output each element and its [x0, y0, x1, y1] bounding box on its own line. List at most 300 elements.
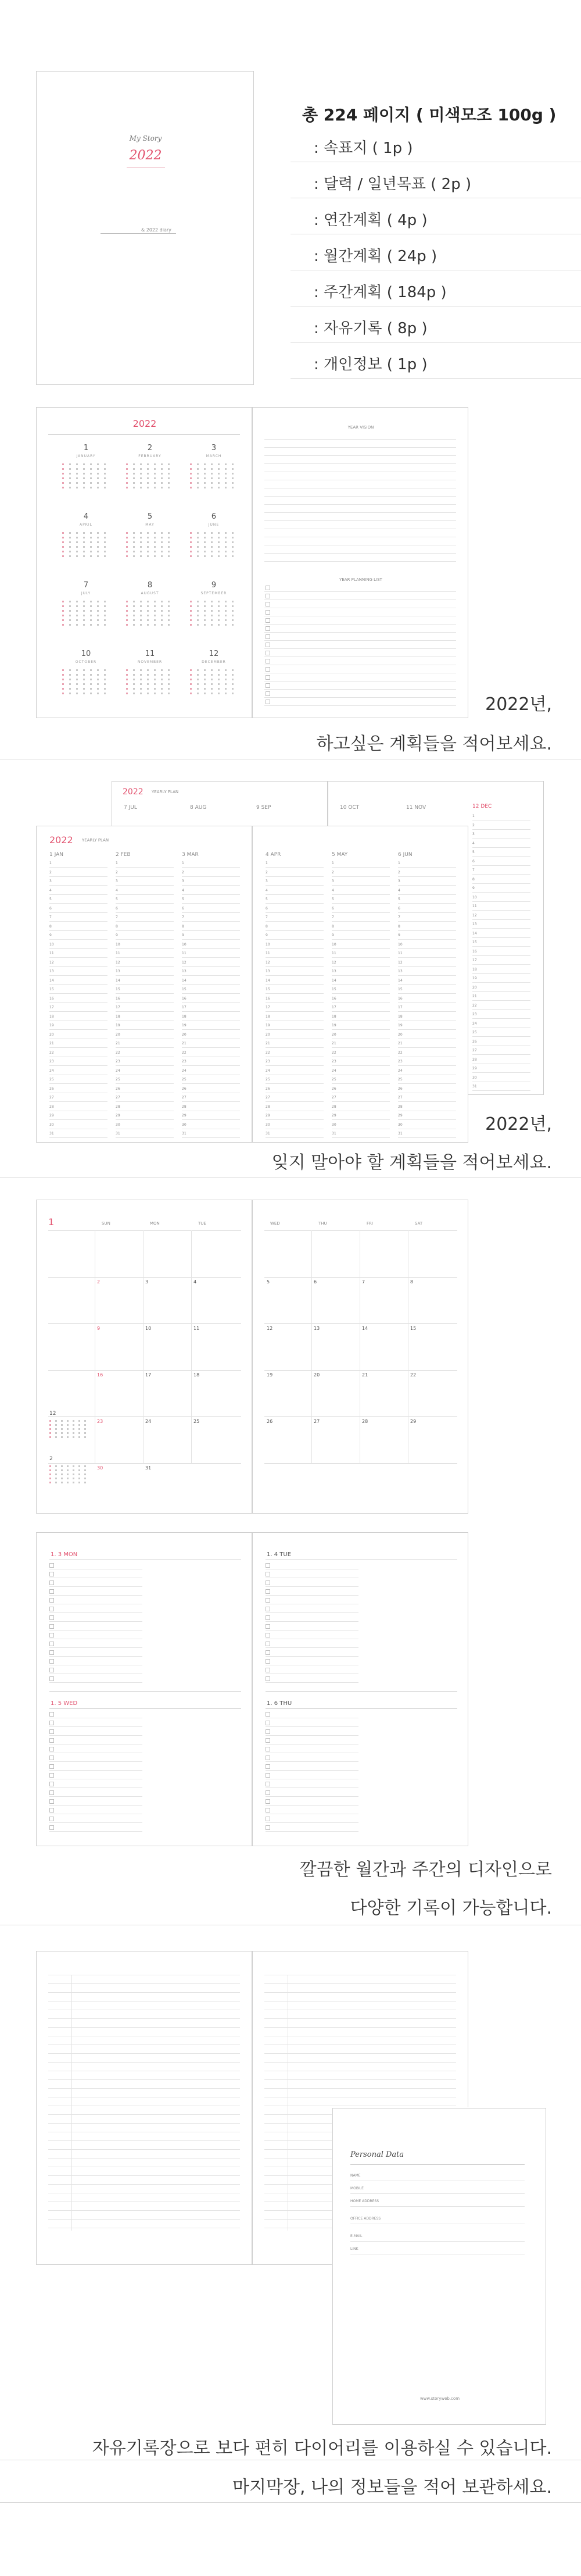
mini-calendar-day: [211, 482, 213, 484]
side-calendar-day: [55, 1473, 57, 1475]
yearly-row-line: [472, 1009, 530, 1010]
mini-calendar-day: [225, 477, 227, 479]
vision-line: [264, 439, 456, 440]
mini-calendar-day: [69, 688, 71, 690]
mini-calendar-day: [104, 605, 106, 607]
yearly-row-number: 7: [266, 915, 268, 919]
yearly-col-header: 10 OCT: [340, 805, 360, 811]
weekly-checkbox: [266, 1747, 270, 1751]
mini-calendar-day: [154, 551, 156, 552]
vision-line: [264, 520, 456, 521]
weekly-line: [266, 1805, 358, 1806]
mini-calendar-day: [161, 555, 163, 557]
spec-item: : 자유기록 ( 8p ): [290, 308, 581, 342]
side-calendar-day: [61, 1478, 63, 1479]
weekly-checkbox: [266, 1589, 270, 1594]
yearly-row-line: [398, 894, 456, 895]
weekly-checkbox: [266, 1799, 270, 1804]
yearly-row-line: [182, 930, 240, 931]
yearly-row-line: [332, 1029, 390, 1030]
yearly-row-number: 12: [472, 913, 477, 918]
mini-calendar-day: [190, 683, 192, 685]
yearly-row-number: 7: [332, 915, 334, 919]
weekly-line: [266, 1761, 358, 1762]
mini-calendar-day: [197, 605, 199, 607]
mini-calendar-month: [188, 512, 240, 565]
mini-calendar-day: [104, 541, 106, 543]
mini-calendar-day: [197, 477, 199, 479]
yearly-row-line: [472, 829, 530, 830]
spec-item: : 달력 / 일년목표 ( 2p ): [290, 164, 581, 198]
yearly-row-line: [398, 1029, 456, 1030]
mini-calendar-month-name: APRIL: [79, 523, 92, 527]
caption2-line2: 잊지 말아야 할 계획들을 적어보세요.: [271, 1153, 552, 1173]
yearly-row-line: [266, 1029, 324, 1030]
yearly-row-number: 27: [266, 1096, 270, 1100]
monthly-date: 7: [362, 1279, 365, 1285]
mini-calendar-day: [83, 669, 85, 671]
yearly-row-line: [182, 939, 240, 940]
weekly-checkbox: [49, 1808, 54, 1813]
free-note-line: [264, 2053, 456, 2054]
mini-calendar-day: [83, 487, 85, 488]
caption4-line1: 자유기록장으로 보다 편히 다이어리를 이용하실 수 있습니다.: [92, 2438, 552, 2459]
mini-calendar-day: [232, 601, 234, 602]
yearly-row-number: 31: [182, 1132, 187, 1136]
calendar-title-rule: [48, 434, 240, 435]
yearly-row-line: [266, 948, 324, 949]
mini-calendar-day: [232, 537, 234, 538]
mini-calendar-day: [218, 541, 220, 543]
yearly-row-number: 5: [266, 897, 268, 901]
weekly-checkbox: [266, 1782, 270, 1786]
yearly-row-number: 1: [332, 861, 334, 865]
mini-calendar-day: [204, 674, 206, 676]
yearly-row-number: 9: [182, 933, 184, 937]
yearly-row-line: [266, 930, 324, 931]
personal-field-line: [350, 2241, 525, 2242]
mini-calendar-day: [190, 615, 192, 616]
yearly-row-line: [182, 1065, 240, 1066]
free-note-line: [264, 2027, 456, 2028]
mini-calendar-day: [161, 551, 163, 552]
mini-calendar-day: [126, 669, 128, 671]
yearly-row-number: 24: [182, 1068, 187, 1073]
mini-calendar-day: [154, 619, 156, 621]
mini-calendar-day: [161, 679, 163, 680]
mini-calendar-day: [104, 679, 106, 680]
monthly-day-header: SAT: [415, 1221, 423, 1226]
monthly-row-line: [264, 1370, 457, 1371]
mini-calendar-day: [147, 541, 149, 543]
yearly-row-line: [472, 973, 530, 974]
monthly-row-line: [48, 1370, 241, 1371]
cover-brand: My Story: [129, 134, 162, 142]
weekly-checkbox: [266, 1721, 270, 1725]
mini-calendar-day: [126, 487, 128, 488]
side-calendar-day: [55, 1436, 57, 1438]
mini-calendar-day: [104, 669, 106, 671]
free-note-line: [48, 2210, 240, 2211]
yearly-row-line: [182, 1047, 240, 1048]
yearly-row-number: 6: [472, 859, 475, 864]
yearly-front-year: 2022: [49, 834, 73, 845]
yearly-row-line: [182, 957, 240, 958]
mini-calendar-day: [83, 688, 85, 690]
mini-calendar-day: [97, 477, 99, 479]
mini-calendar-day: [168, 688, 170, 690]
yearly-row-number: 17: [116, 1005, 120, 1009]
mini-calendar-day: [197, 555, 199, 557]
side-calendar-day: [61, 1482, 63, 1483]
yearly-row-number: 16: [49, 996, 54, 1001]
mini-calendar-day: [140, 532, 142, 534]
yearly-row-line: [332, 894, 390, 895]
yearly-row-line: [182, 1119, 240, 1120]
cover-year: 2022: [129, 148, 162, 163]
yearly-row-number: 24: [116, 1068, 120, 1073]
yearly-row-line: [49, 1065, 107, 1066]
mini-calendar-day: [83, 463, 85, 465]
yearly-row-line: [398, 1083, 456, 1084]
yearly-row-line: [49, 912, 107, 913]
calendar-page: [36, 407, 252, 718]
personal-field-label: MOBILE: [350, 2186, 364, 2190]
side-calendar-day: [78, 1465, 80, 1467]
mini-calendar-month-number: 3: [211, 444, 217, 452]
side-calendar-day: [78, 1469, 80, 1471]
yearly-row-number: 20: [266, 1032, 270, 1037]
yearly-row-line: [472, 910, 530, 911]
mini-calendar-day: [197, 551, 199, 552]
yearly-row-line: [332, 1065, 390, 1066]
weekly-checkbox: [266, 1825, 270, 1830]
mini-calendar-day: [154, 477, 156, 479]
weekly-checkbox: [266, 1756, 270, 1760]
mini-calendar-day: [147, 555, 149, 557]
mini-calendar-day: [204, 551, 206, 552]
yearly-row-number: 7: [182, 915, 184, 919]
mini-calendar-day: [232, 477, 234, 479]
mini-calendar-day: [90, 537, 92, 538]
mini-calendar-day: [190, 624, 192, 626]
yearly-row-number: 24: [332, 1068, 336, 1073]
mini-calendar-day: [225, 546, 227, 548]
yearly-row-line: [266, 939, 324, 940]
yearly-row-number: 29: [182, 1114, 187, 1118]
mini-calendar-day: [126, 619, 128, 621]
yearly-row-number: 21: [398, 1041, 403, 1046]
side-calendar-day: [49, 1478, 51, 1479]
mini-calendar-day: [161, 674, 163, 676]
mini-calendar-day: [104, 551, 106, 552]
mini-calendar-day: [104, 537, 106, 538]
yearly-row-number: 13: [266, 969, 270, 973]
mini-calendar-day: [168, 487, 170, 488]
mini-calendar-day: [140, 546, 142, 548]
mini-calendar-day: [140, 541, 142, 543]
mini-calendar-month-number: 7: [83, 581, 89, 590]
monthly-date: 28: [362, 1419, 368, 1424]
yearly-front-page-left: [36, 826, 252, 1143]
yearly-row-line: [182, 984, 240, 985]
yearly-front-label: YEARLY PLAN: [82, 838, 109, 843]
mini-calendar-day: [140, 683, 142, 685]
weekly-checkbox: [49, 1721, 54, 1725]
vision-line: [264, 463, 456, 464]
weekly-checkbox: [266, 1773, 270, 1778]
mini-calendar-day: [126, 532, 128, 534]
yearly-row-line: [266, 1011, 324, 1012]
yearly-row-number: 22: [472, 1003, 477, 1008]
yearly-col-header: 3 MAR: [182, 852, 199, 858]
mini-calendar-day: [197, 541, 199, 543]
yearly-row-number: 18: [472, 967, 477, 972]
mini-calendar-day: [83, 546, 85, 548]
side-calendar-day: [73, 1482, 74, 1483]
mini-calendar-day: [211, 532, 213, 534]
mini-calendar-day: [104, 619, 106, 621]
mini-calendar-day: [76, 551, 78, 552]
mini-calendar-day: [133, 669, 135, 671]
mini-calendar-day: [168, 615, 170, 616]
mini-calendar-day: [147, 674, 149, 676]
yearly-row-line: [266, 1137, 324, 1138]
yearly-row-line: [266, 1047, 324, 1048]
yearly-row-line: [49, 957, 107, 958]
mini-calendar-day: [90, 683, 92, 685]
mini-calendar-day: [69, 463, 71, 465]
mini-calendar-day: [204, 669, 206, 671]
yearly-row-number: 11: [116, 951, 120, 955]
mini-calendar-day: [197, 688, 199, 690]
mini-calendar-day: [90, 674, 92, 676]
mini-calendar-month: [124, 650, 176, 702]
yearly-row-line: [398, 939, 456, 940]
mini-calendar-day: [83, 605, 85, 607]
side-calendar-day: [67, 1428, 69, 1430]
personal-field-label: LINK: [350, 2247, 358, 2251]
yearly-row-line: [332, 957, 390, 958]
side-calendar-day: [49, 1469, 51, 1471]
vision-line: [264, 496, 456, 497]
mini-calendar-day: [197, 482, 199, 484]
yearly-row-number: 10: [182, 942, 187, 947]
weekly-line: [266, 1822, 358, 1823]
mini-calendar-day: [168, 546, 170, 548]
yearly-row-number: 11: [398, 951, 403, 955]
side-calendar-day: [78, 1428, 80, 1430]
yearly-row-line: [49, 1029, 107, 1030]
weekly-header-rule: [49, 1708, 241, 1709]
weekly-line: [266, 1647, 358, 1648]
yearly-row-line: [332, 1002, 390, 1003]
monthly-date: 13: [314, 1326, 320, 1331]
yearly-row-number: 13: [472, 922, 477, 926]
mini-calendar-day: [225, 615, 227, 616]
mini-calendar-day: [126, 473, 128, 474]
mini-calendar-day: [168, 482, 170, 484]
mini-calendar-month-name: AUGUST: [141, 591, 159, 595]
mini-calendar-day: [90, 669, 92, 671]
yearly-row-number: 29: [266, 1114, 270, 1118]
yearly-row-number: 7: [116, 915, 118, 919]
mini-calendar-day: [232, 619, 234, 621]
monthly-date: 12: [267, 1326, 273, 1331]
caption1-line2: 하고싶은 계획들을 적어보세요.: [316, 734, 552, 754]
yearly-row-number: 28: [182, 1104, 187, 1109]
weekly-checkbox: [49, 1782, 54, 1786]
cover-footer: & 2022 diary: [141, 227, 171, 233]
mini-calendar-day: [232, 546, 234, 548]
yearly-front-page-right: [252, 826, 468, 1143]
mini-calendar-day: [168, 619, 170, 621]
mini-calendar-day: [126, 688, 128, 690]
yearly-row-number: 31: [332, 1132, 336, 1136]
mini-calendar-day: [62, 473, 64, 474]
side-calendar-day: [73, 1465, 74, 1467]
weekly-day-title: 1. 3 MON: [51, 1551, 78, 1558]
mini-calendar-day: [90, 546, 92, 548]
monthly-date: 16: [97, 1372, 103, 1378]
side-calendar-day: [55, 1432, 57, 1434]
side-calendar-day: [84, 1478, 86, 1479]
yearly-row-line: [332, 975, 390, 976]
mini-calendar-day: [190, 688, 192, 690]
mini-calendar-day: [161, 546, 163, 548]
mini-calendar-month: [60, 512, 112, 565]
mini-calendar-day: [147, 619, 149, 621]
weekly-checkbox: [266, 1650, 270, 1655]
planning-line: [264, 689, 456, 690]
yearly-row-number: 6: [332, 906, 334, 911]
yearly-row-line: [116, 876, 174, 877]
planning-checkbox: [266, 700, 270, 704]
side-calendar-day: [49, 1432, 51, 1434]
mini-calendar-day: [140, 619, 142, 621]
mini-calendar-day: [140, 487, 142, 488]
mini-calendar-day: [218, 679, 220, 680]
mini-calendar-day: [190, 546, 192, 548]
yearly-row-number: 9: [116, 933, 118, 937]
yearly-row-line: [49, 975, 107, 976]
free-notes-page-left: [36, 1951, 252, 2265]
weekly-checkbox: [49, 1817, 54, 1821]
mini-calendar-day: [76, 610, 78, 612]
mini-calendar-day: [69, 473, 71, 474]
mini-calendar-day: [104, 601, 106, 602]
planning-checkbox: [266, 634, 270, 639]
personal-field-label: E-MAIL: [350, 2234, 363, 2238]
mini-calendar-day: [218, 551, 220, 552]
planning-checkbox: [266, 602, 270, 606]
mini-calendar-day: [225, 482, 227, 484]
mini-calendar-day: [197, 473, 199, 474]
mini-calendar-month: [124, 581, 176, 633]
side-calendar-day: [67, 1424, 69, 1426]
personal-field-line: [350, 2193, 525, 2194]
mini-calendar-day: [147, 669, 149, 671]
mini-calendar-day: [140, 482, 142, 484]
mini-calendar-day: [97, 624, 99, 626]
mini-calendar-month-name: MAY: [145, 523, 155, 527]
mini-calendar-day: [161, 537, 163, 538]
mini-calendar-day: [232, 624, 234, 626]
yearly-row-number: 30: [472, 1075, 477, 1080]
mini-calendar-day: [218, 610, 220, 612]
yearly-row-line: [116, 1083, 174, 1084]
yearly-row-number: 27: [49, 1096, 54, 1100]
mini-calendar-day: [211, 473, 213, 474]
yearly-row-line: [49, 1011, 107, 1012]
yearly-row-number: 25: [332, 1078, 336, 1082]
side-calendar-day: [67, 1420, 69, 1422]
mini-calendar-day: [104, 674, 106, 676]
weekly-checkbox: [266, 1607, 270, 1611]
monthly-col-line: [143, 1230, 144, 1463]
mini-calendar-month-name: DECEMBER: [202, 660, 226, 664]
yearly-row-number: 27: [116, 1096, 120, 1100]
yearly-row-line: [116, 1047, 174, 1048]
mini-calendar-day: [161, 463, 163, 465]
yearly-row-number: 2: [398, 870, 400, 875]
mini-calendar-day: [154, 546, 156, 548]
mini-calendar-day: [190, 487, 192, 488]
mini-calendar-day: [211, 477, 213, 479]
mini-calendar-day: [69, 624, 71, 626]
mini-calendar-day: [133, 555, 135, 557]
free-note-line: [48, 2175, 240, 2176]
yearly-row-number: 5: [332, 897, 334, 901]
yearly-row-number: 28: [332, 1104, 336, 1109]
mini-calendar-day: [218, 688, 220, 690]
yearly-row-number: 10: [398, 942, 403, 947]
yearly-row-line: [266, 867, 324, 868]
mini-calendar-day: [69, 477, 71, 479]
yearly-row-number: 11: [472, 904, 477, 908]
yearly-row-number: 10: [116, 942, 120, 947]
yearly-row-line: [49, 939, 107, 940]
planning-checkbox: [266, 594, 270, 598]
yearly-row-number: 22: [398, 1050, 403, 1055]
mini-calendar-month-number: 9: [211, 581, 217, 590]
yearly-row-line: [49, 1137, 107, 1138]
mini-calendar-day: [204, 477, 206, 479]
mini-calendar-day: [218, 669, 220, 671]
mini-calendar-day: [140, 674, 142, 676]
monthly-date: 23: [97, 1419, 103, 1424]
weekly-line: [49, 1805, 142, 1806]
weekly-checkbox: [49, 1738, 54, 1743]
planning-checkbox: [266, 618, 270, 623]
mini-calendar-day: [76, 669, 78, 671]
monthly-row-line: [48, 1230, 241, 1231]
yearly-row-line: [116, 993, 174, 994]
yearly-row-number: 18: [266, 1014, 270, 1019]
mini-calendar-month-number: 1: [83, 444, 89, 452]
mini-calendar-day: [168, 541, 170, 543]
mini-calendar-day: [83, 601, 85, 602]
yearly-row-line: [116, 1065, 174, 1066]
mini-calendar-day: [97, 615, 99, 616]
personal-title-rule: [350, 2164, 525, 2165]
mini-calendar-month-name: FEBRUARY: [138, 454, 162, 458]
yearly-row-number: 13: [332, 969, 336, 973]
cover-page: [36, 71, 254, 385]
yearly-back-label: YEARLY PLAN: [152, 790, 179, 794]
mini-calendar-day: [97, 555, 99, 557]
yearly-row-number: 3: [266, 879, 268, 883]
